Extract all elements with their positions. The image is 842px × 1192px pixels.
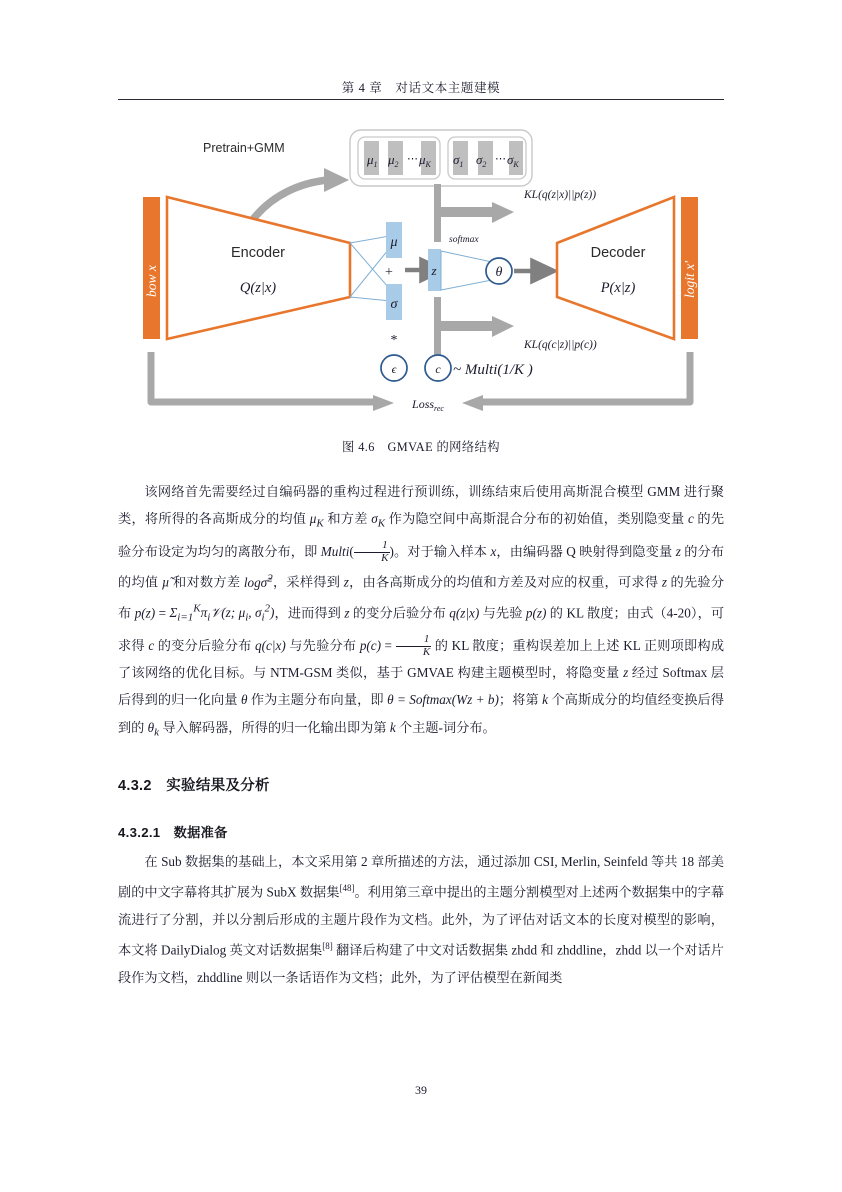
multiply-operator: * — [390, 333, 398, 348]
page-number: 39 — [415, 1083, 427, 1097]
encoder-title: Encoder — [230, 245, 286, 261]
gmm-mu-2: $\mu_2$ — [388, 152, 399, 169]
epsilon-node — [381, 355, 407, 381]
latent-z-label: z — [431, 263, 437, 278]
heading-432-number: 4.3.2 — [118, 777, 152, 794]
citation-48[interactable]: [48] — [339, 883, 355, 894]
kl-bottom-label: KL(q(c|z)||p(c)) — [524, 339, 597, 351]
pretrain-gmm-label: Pretrain+GMM — [203, 141, 285, 155]
plus-operator: + — [385, 265, 393, 280]
input-bow-bar — [143, 197, 160, 339]
epsilon-label: ϵ — [391, 362, 397, 376]
decoder-block — [557, 197, 674, 339]
heading-4321-number: 4.3.2.1 — [118, 824, 161, 840]
gmm-mu-1: $\mu_1$ — [367, 152, 378, 169]
encoder-formula: Q(z|x) — [239, 280, 277, 296]
latent-sigma-node — [386, 284, 402, 320]
softmax-label: softmax — [449, 235, 479, 245]
heading-432-text: 实验结果及分析 — [166, 777, 270, 794]
figure-caption: 图 4.6 GMVAE 的网络结构 — [342, 440, 500, 454]
latent-sigma-label: σ — [390, 297, 398, 312]
kl-top-label: KL(q(z|x)||p(z)) — [524, 189, 597, 201]
heading-section-432 — [118, 773, 724, 800]
gmm-sigma-ellipsis: ⋯ — [495, 153, 506, 165]
gmm-sigma-1: $\sigma_1$ — [453, 152, 464, 169]
theta-node — [486, 258, 512, 284]
multi-distribution-label: ~ Multi(1/K ) — [453, 362, 533, 378]
kl-top-arrow — [434, 184, 514, 242]
heading-section-4321 — [118, 819, 724, 846]
c-node — [425, 355, 451, 381]
running-header: 第 4 章 对话文本主题建模 — [341, 81, 501, 95]
gmm-mu-k: $\mu_K$ — [419, 152, 431, 169]
header-rule — [118, 99, 724, 100]
gmm-parameter-box — [350, 130, 532, 186]
latent-mu-label: μ — [390, 235, 398, 250]
gmm-sigma-2: $\sigma_2$ — [476, 152, 487, 169]
body-content — [118, 478, 724, 991]
kl-bottom-arrow — [434, 297, 514, 355]
citation-8[interactable]: [8] — [322, 940, 333, 951]
loss-rec-label: Loss$_{rec}$ — [412, 397, 444, 413]
paragraph-data-preparation: 在 Sub 数据集的基础上，本文采用第 2 章所描述的方法，通过添加 CSI, Merlin, Seinfeld 等共 18 部美剧的中文字幕将其扩展为 SubX 数据集[48]。利用第三章中提出的主题分割模型对上述两个数据集中的字幕流进行了分割，并以分割后形成的主题片段作为文档。此外，为了评估对话文本的长度对模型的影响，本文将 DailyDialog 英文对话数据集[8] 翻译后构建了中文对话数据集 zhdd 和 zhddline，zhdd 以一个对话片段作为文档，zhddline 则以一条话语作为文档；此外，为了评估模型在新闻类 — [118, 853, 725, 985]
softmax-layer — [441, 251, 492, 290]
output-logit-label: logit x' — [682, 260, 697, 298]
input-bow-label: bow x — [144, 265, 159, 297]
output-logit-bar — [681, 197, 698, 339]
decoder-title: Decoder — [590, 245, 646, 261]
heading-4321-text: 数据准备 — [173, 824, 228, 840]
c-label: c — [435, 362, 441, 376]
latent-z-node — [428, 249, 441, 291]
figure-gmvae-architecture — [118, 112, 724, 432]
gmm-sigma-k: $\sigma_K$ — [507, 152, 519, 169]
gmm-mu-ellipsis: ⋯ — [407, 153, 418, 165]
decoder-formula: P(x|z) — [600, 280, 636, 296]
latent-mu-node — [386, 222, 402, 258]
theta-label: θ — [495, 265, 503, 280]
paragraph-gmvae-description: 该网络首先需要经过自编码器的重构过程进行预训练，训练结束后使用高斯混合模型 GMM 进行聚类，将所得的各高斯成分的均值 $\mu_K$ 和方差 $\sigma_K$ 作为隐空间中高斯混合分布的初始值，类别隐变量 c 的先验分布设定为均匀的离散分布，即 Multi( $\frac{1}{K}$ )。对于输入样本 x，由编码器 Q 映射得到隐变量 z 的分布的均值 µ̃ 和对数方差 logσ̃$^2$，采样得到 z，由各高斯成分的均值和方差及对应的权重，可求得 z 的先验分布 $p(z) = \Sigma_{i=1}^K\pi_i𝒱(z$; $\mu_i$, $\sigma_i^2$)，进而得到 z 的变分后验分布 q(z|x) 与先验 p(z) 的 KL 散度；由式（4-20），可求得 c 的变分后验分布 q(c|x) 与先验分布 p(c) = $\frac{1}{K}$ 的 KL 散度；重构误差加上上述 KL 正则项即构成了该网络的优化目标。与 NTM-GSM 类似，基于 GMVAE 构建主题模型时，将隐变量 z 经过 Softmax 层后得到的归一化向量 θ 作为主题分布向量，即 θ = Softmax(Wz + b)；将第 k 个高斯成分的均值经变换后得到的 $\theta_k$ 导入解码器，所得的归一化输出即为第 k 个主题-词分布。 — [118, 484, 725, 739]
